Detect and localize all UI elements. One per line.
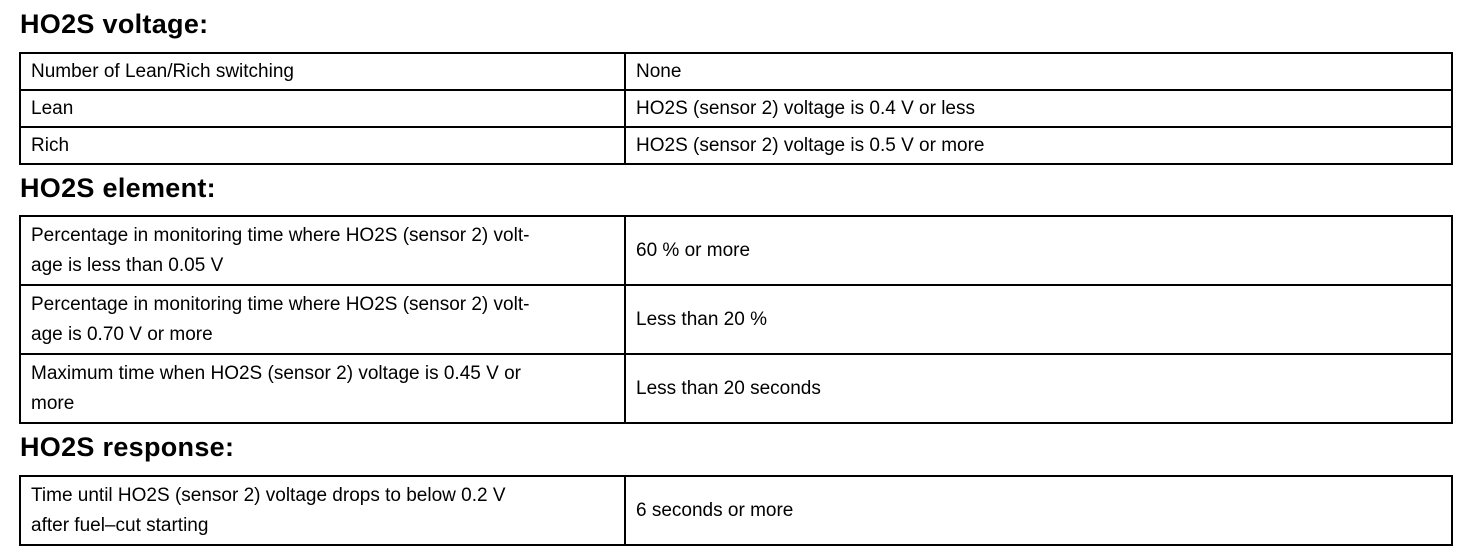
table-row: [20, 216, 1452, 285]
condition-cell: Percentage in monitoring time where HO2S (sensor 2) volt- age is 0.70 V or more: [20, 285, 625, 354]
section-title-element: HO2S element:: [20, 173, 216, 203]
value-cell: Less than 20 %: [625, 285, 1452, 354]
condition-cell: Rich: [20, 127, 625, 164]
table-row: [20, 127, 1452, 164]
value-cell: HO2S (sensor 2) voltage is 0.5 V or more: [625, 127, 1452, 164]
table-row: [20, 354, 1452, 423]
table-row: [20, 285, 1452, 354]
table-row: [20, 90, 1452, 127]
table-row: [20, 53, 1452, 90]
response-table: [19, 475, 1453, 546]
section-title-response: HO2S response:: [20, 432, 235, 462]
condition-cell: Maximum time when HO2S (sensor 2) voltage is 0.45 V or more: [20, 354, 625, 423]
value-cell: Less than 20 seconds: [625, 354, 1452, 423]
section-title-voltage: HO2S voltage:: [20, 9, 209, 39]
condition-cell: Number of Lean/Rich switching: [20, 53, 625, 90]
value-cell: None: [625, 53, 1452, 90]
element-table: [19, 215, 1453, 424]
condition-cell: Percentage in monitoring time where HO2S (sensor 2) volt- age is less than 0.05 V: [20, 216, 625, 285]
table-row: [20, 476, 1452, 545]
value-cell: 6 seconds or more: [625, 476, 1452, 545]
value-cell: 60 % or more: [625, 216, 1452, 285]
voltage-table: [19, 52, 1453, 165]
value-cell: HO2S (sensor 2) voltage is 0.4 V or less: [625, 90, 1452, 127]
condition-cell: Time until HO2S (sensor 2) voltage drops to below 0.2 V after fuel–cut starting: [20, 476, 625, 545]
condition-cell: Lean: [20, 90, 625, 127]
